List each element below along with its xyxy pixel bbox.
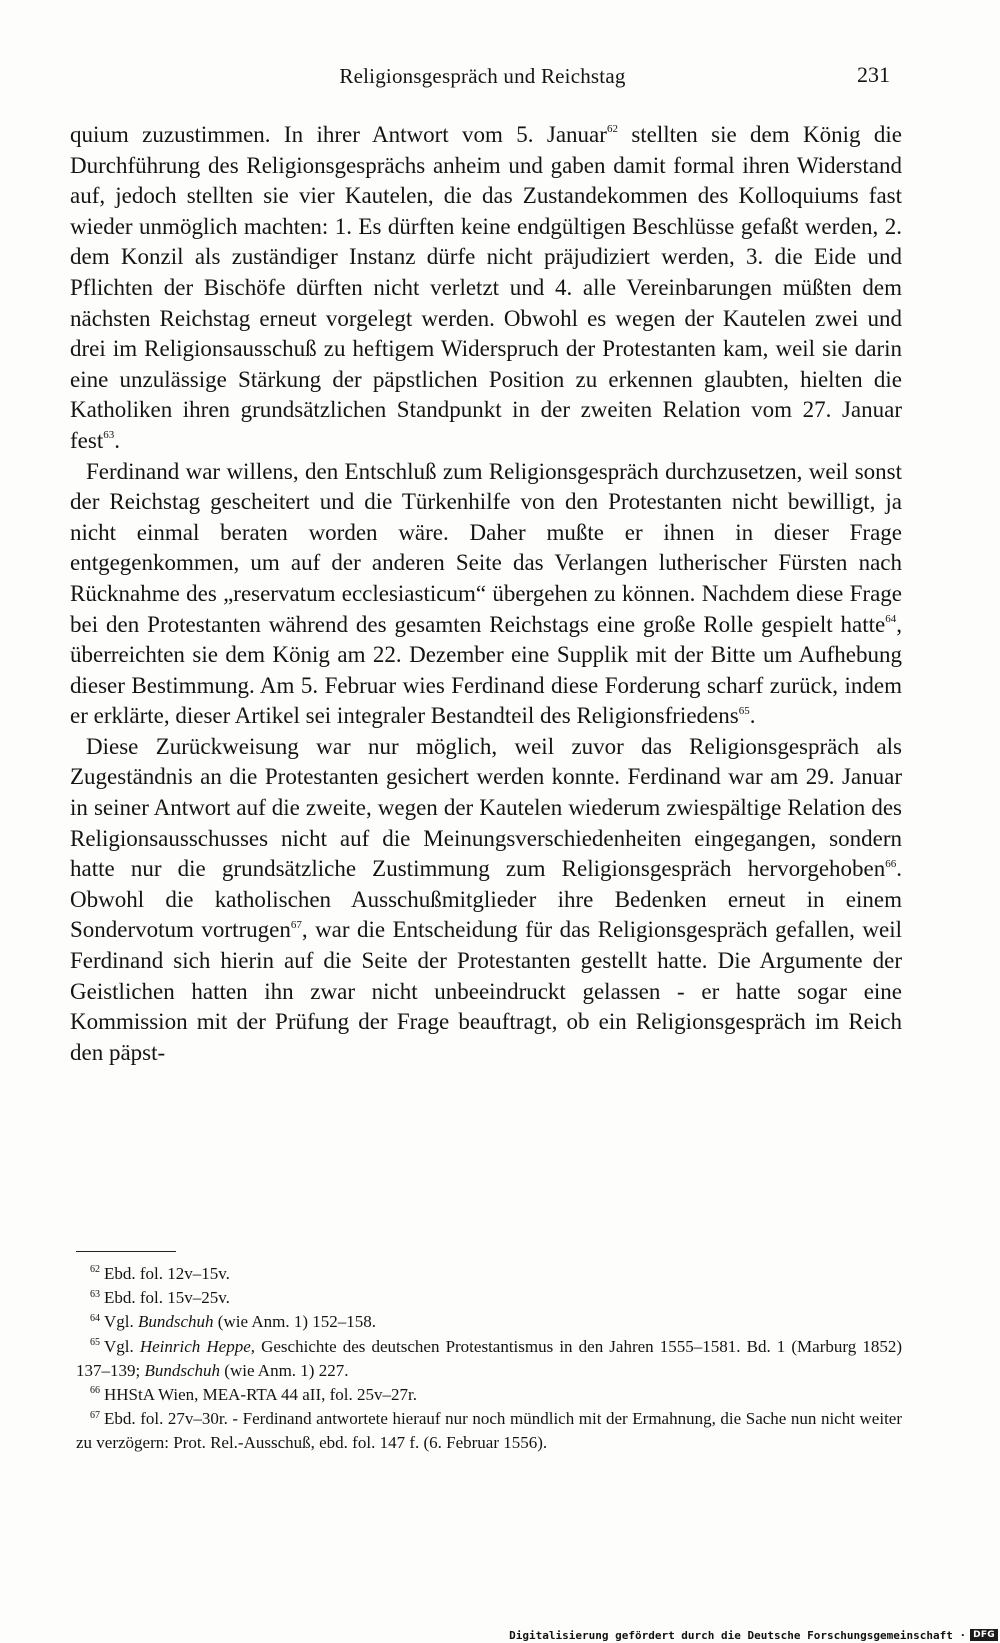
footnote-number: 67 bbox=[90, 1409, 100, 1421]
credit-text: Digitalisierung gefördert durch die Deutsche Forschungsgemeinschaft · bbox=[509, 1628, 967, 1642]
paragraph-2 bbox=[70, 457, 902, 732]
footnote-text: Ebd. fol. 12v–15v. bbox=[104, 1264, 230, 1283]
footnote-number: 63 bbox=[90, 1288, 100, 1300]
footnote-number: 64 bbox=[90, 1312, 100, 1324]
footnote-number: 62 bbox=[90, 1264, 100, 1276]
footnote-text: Geschichte des deutschen Protestantismus in den Jahren 1555–1581. Bd. 1 (Marburg 1852) 137–139; bbox=[76, 1336, 902, 1380]
footnote-ref-67[interactable]: 67 bbox=[290, 918, 302, 931]
paragraph-1-text-c: . bbox=[114, 427, 120, 453]
digitization-credit bbox=[509, 1627, 1000, 1643]
footnote-ref-62[interactable]: 62 bbox=[606, 123, 618, 136]
footnote-ref-65[interactable]: 65 bbox=[738, 704, 750, 717]
footnote-text: Ebd. fol. 15v–25v. bbox=[104, 1288, 230, 1308]
footnote-text: Ebd. fol. 27v–30r. - Ferdinand antwortete hierauf nur noch mündlich mit der Ermahnung, die Sache nun nicht weiter zu verzögern: Prot. Rel.-Ausschuß, ebd. fol. 147 f. (6. Februar 1556). bbox=[76, 1409, 902, 1453]
paragraph-2-text-c: . bbox=[749, 703, 756, 729]
paragraph-1-text-b: stellten sie dem König die Durchführung des Religionsgesprächs anheim und gaben damit formal ihren Widerstand auf, jedoch stellten sie vier Kautelen, die das Zustandekommen des Kolloquiums fast wieder unmöglich machten: 1. Es dürften keine endgültigen Beschlüsse gefaßt werden, 2. dem Konzil als zuständiger Instanz dürfe nicht präjudiziert werden, 3. die Eide und Pflichten der Bischöfe dürften nicht verletzt und 4. alle Vereinbarungen müßten dem nächsten Reichstag erneut vorgelegt werden. Obwohl es wegen der Kautelen zwei und drei im Religionsausschuß zu heftigem Widerspruch der Protestanten kam, weil sie darin eine unzulässige Stärkung der päpstlichen Position zu erkennen glaubten, hielten die Katholiken ihren grundsätzlichen Standpunkt in der zweiten Relation vom 27. Januar fest bbox=[70, 122, 902, 453]
paragraph-2-text-a: Ferdinand war willens, den Entschluß zum Religionsgespräch durchzusetzen, weil sonst der Reichstag gescheitert und die Türkenhilfe von den Protestanten nicht bewilligt, ja nicht einmal beraten worden wäre. Daher mußte er ihnen in dieser Frage entgegenkommen, um auf der anderen Seite das Verlangen lutherischer Fürsten nach Rücknahme des „reservatum ecclesiasticum“ übergehen zu können. Nachdem diese Frage bei den Protestanten während des gesamten Reichstags eine große Rolle gespielt hatte bbox=[70, 458, 902, 637]
footnote-number: 66 bbox=[90, 1385, 100, 1397]
footnote-65 bbox=[76, 1335, 902, 1383]
footnote-text: Vgl. bbox=[104, 1312, 138, 1332]
footnotes bbox=[76, 1262, 902, 1456]
footnote-62 bbox=[76, 1262, 902, 1286]
page-header bbox=[70, 62, 895, 98]
footnote-separator bbox=[76, 1251, 176, 1252]
footnote-text: (wie Anm. 1) 227. bbox=[220, 1360, 349, 1380]
footnote-number: 65 bbox=[90, 1336, 100, 1348]
body-text bbox=[70, 120, 902, 1068]
footnote-63 bbox=[76, 1286, 902, 1310]
paragraph-3-text-c: , war die Entscheidung für das Religionsgespräch gefallen, weil Ferdinand sich hierin auf die Seite der Protestanten gestellt hatte. Die Argumente der Geistlichen hatten ihn zwar nicht unbeeindruckt gelassen - er hatte sogar eine Kommission mit der Prüfung der Frage beauftragt, ob ein Religionsgespräch im Reich den päpst- bbox=[70, 917, 902, 1065]
paragraph-1 bbox=[70, 120, 902, 457]
footnote-author: Heinrich Heppe, bbox=[139, 1336, 256, 1356]
footnote-67 bbox=[76, 1407, 902, 1455]
footnote-text: (wie Anm. 1) 152–158. bbox=[213, 1312, 376, 1332]
paragraph-1-text-a: quium zuzustimmen. In ihrer Antwort vom 5. Januar bbox=[70, 122, 607, 147]
footnote-ref-64[interactable]: 64 bbox=[885, 612, 897, 625]
footnote-author: Bundschuh bbox=[138, 1312, 214, 1332]
paragraph-3-text-a: Diese Zurückweisung war nur möglich, weil zuvor das Religionsgespräch als Zugeständnis an die Protestanten gesichert werden konnte. Ferdinand war am 29. Januar in seiner Antwort auf die zweite, wegen der Kautelen wiederum zwiespältige Relation des Religionsausschusses nicht auf die Meinungsverschiedenheiten eingegangen, sondern hatte nur die grundsätzliche Zustimmung zum Religionsgespräch hervorgehoben bbox=[70, 733, 902, 882]
page-number: 231 bbox=[857, 62, 890, 87]
footnote-author: Bundschuh bbox=[144, 1360, 221, 1380]
footnote-ref-63[interactable]: 63 bbox=[103, 429, 115, 442]
paragraph-3 bbox=[70, 732, 902, 1069]
paragraph-2-text-b: , überreichten sie dem König am 22. Dezember eine Supplik mit der Bitte um Aufhebung dieser Bestimmung. Am 5. Februar wies Ferdinand diese Forderung scharf zurück, indem er erklärte, dieser Artikel sei integraler Bestandteil des Religionsfriedens bbox=[70, 611, 902, 729]
footnote-64 bbox=[76, 1310, 902, 1334]
footnote-text: Vgl. bbox=[104, 1336, 140, 1356]
dfg-logo: DFG bbox=[970, 1629, 998, 1641]
running-title: Religionsgespräch und Reichstag bbox=[339, 64, 626, 88]
footnote-text: HHStA Wien, MEA-RTA 44 aII, fol. 25v–27r. bbox=[104, 1385, 417, 1405]
footnote-66 bbox=[76, 1383, 902, 1407]
footnote-ref-66[interactable]: 66 bbox=[885, 857, 897, 870]
paragraph-3-text-b: . Obwohl die katholischen Ausschußmitglieder ihre Bedenken erneut in einem Sondervotum vortrugen bbox=[70, 856, 902, 943]
